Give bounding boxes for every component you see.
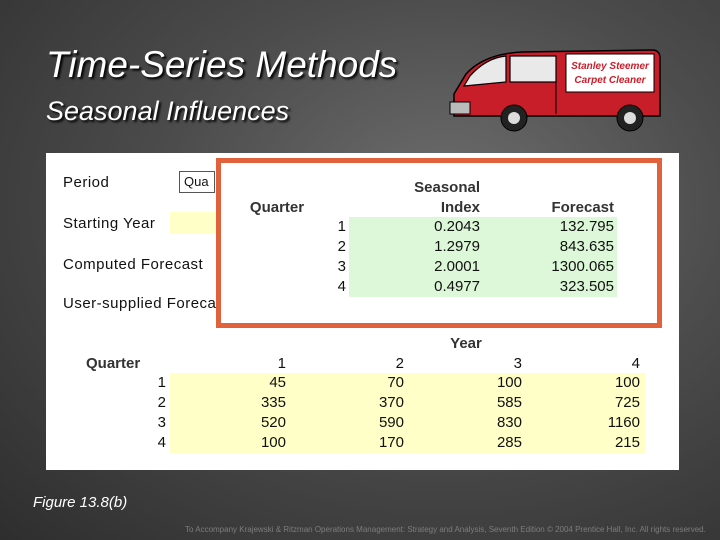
copyright-footer: To Accompany Krajewski & Ritzman Operations Management: Strategy and Analysis, Seventh Edition © 2004 Prentice Hall, Inc. All rights reserved. bbox=[185, 525, 706, 534]
seasonal-quarter-cell: 4 bbox=[337, 278, 346, 295]
svg-text:Carpet Cleaner: Carpet Cleaner bbox=[574, 75, 646, 86]
spreadsheet-image bbox=[46, 153, 679, 470]
data-value-cell: 45 bbox=[269, 374, 286, 391]
year-header-cell: 4 bbox=[631, 355, 640, 372]
data-value-cell: 585 bbox=[496, 394, 522, 411]
seasonal-forecast-cell: 843.635 bbox=[559, 238, 614, 255]
data-value-cell: 70 bbox=[387, 374, 404, 391]
period-select[interactable]: Qua bbox=[179, 171, 215, 193]
highlight-box bbox=[216, 158, 662, 328]
computed-forecast-label: Computed Forecast bbox=[63, 256, 204, 273]
starting-year-field[interactable] bbox=[170, 212, 218, 234]
seasonal-forecast-cell: 132.795 bbox=[559, 218, 614, 235]
seasonal-quarter-cell: 1 bbox=[337, 218, 346, 235]
year-header-cell: 3 bbox=[513, 355, 522, 372]
seasonal-index-cell: 0.2043 bbox=[434, 218, 480, 235]
seasonal-index-cell: 0.4977 bbox=[434, 278, 480, 295]
data-header-year: Year bbox=[450, 335, 482, 352]
data-value-cell: 100 bbox=[614, 374, 640, 391]
data-quarter-cell: 1 bbox=[157, 374, 166, 391]
data-value-cell: 725 bbox=[614, 394, 640, 411]
data-header-quarter: Quarter bbox=[86, 355, 141, 372]
van-logo-image bbox=[444, 46, 666, 136]
seasonal-header-index: Index bbox=[440, 199, 480, 216]
figure-caption: Figure 13.8(b) bbox=[33, 494, 128, 511]
year-header-cell: 2 bbox=[395, 355, 404, 372]
seasonal-forecast-cell: 323.505 bbox=[559, 278, 614, 295]
data-value-cell: 1160 bbox=[607, 414, 640, 431]
data-quarter-cell: 4 bbox=[157, 434, 166, 451]
period-label: Period bbox=[63, 174, 110, 191]
seasonal-quarter-cell: 2 bbox=[337, 238, 346, 255]
svg-text:Stanley Steemer: Stanley Steemer bbox=[571, 61, 649, 72]
seasonal-quarter-cell: 3 bbox=[337, 258, 346, 275]
seasonal-header-quarter: Quarter bbox=[249, 199, 305, 216]
seasonal-header-seasonal: Seasonal bbox=[414, 179, 480, 196]
data-value-cell: 100 bbox=[260, 434, 286, 451]
seasonal-index-cell: 1.2979 bbox=[434, 238, 480, 255]
data-value-cell: 170 bbox=[378, 434, 404, 451]
starting-year-label: Starting Year bbox=[63, 215, 156, 232]
data-value-cell: 370 bbox=[378, 394, 404, 411]
data-quarter-cell: 2 bbox=[157, 394, 166, 411]
seasonal-header-forecast: Forecast bbox=[551, 199, 614, 216]
data-value-cell: 590 bbox=[378, 414, 404, 431]
data-value-cell: 830 bbox=[496, 414, 522, 431]
data-value-cell: 100 bbox=[496, 374, 522, 391]
seasonal-index-cell: 2.0001 bbox=[434, 258, 480, 275]
user-supplied-forecast-label: User-supplied Foreca bbox=[63, 295, 217, 312]
data-value-cell: 285 bbox=[496, 434, 522, 451]
data-value-cell: 520 bbox=[260, 414, 286, 431]
data-value-cell: 335 bbox=[260, 394, 286, 411]
slide-subtitle: Seasonal Influences bbox=[46, 96, 290, 126]
seasonal-forecast-cell: 1300.065 bbox=[551, 258, 614, 275]
slide-title: Time-Series Methods bbox=[46, 44, 398, 85]
data-value-cell: 215 bbox=[614, 434, 640, 451]
year-header-cell: 1 bbox=[277, 355, 286, 372]
data-quarter-cell: 3 bbox=[157, 414, 166, 431]
